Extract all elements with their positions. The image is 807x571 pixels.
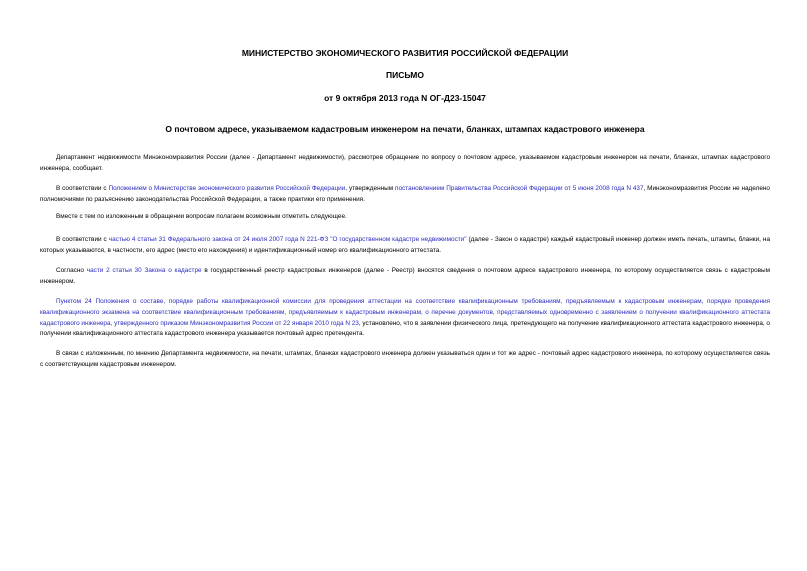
paragraph-7 bbox=[40, 349, 770, 371]
paragraph-text: В соответствии с bbox=[56, 236, 109, 243]
document-subject: О почтовом адресе, указываемом кадастровым инженером на печати, бланках, штампах кадастрового инженера bbox=[165, 124, 645, 134]
paragraph-text: В соответствии с bbox=[56, 185, 109, 192]
paragraph-text: , Минэкономразвития России не наделено полномочиями по разъяснению законодательства Российской Федерации, а также практики его применения. bbox=[40, 185, 770, 203]
organization-title: МИНИСТЕРСТВО ЭКОНОМИЧЕСКОГО РАЗВИТИЯ РОССИЙСКОЙ ФЕДЕРАЦИИ bbox=[241, 48, 569, 58]
link-government-decree[interactable]: постановлением Правительства Российской Федерации от 5 июня 2008 года N 437 bbox=[395, 185, 644, 192]
paragraph-3 bbox=[40, 212, 770, 223]
paragraph-2 bbox=[40, 184, 770, 206]
paragraph-text: В связи с изложенным, по мнению Департамента недвижимости, на печати, штампах, бланках кадастрового инженера должен указываться один и тот же адрес - почтовый адрес кадастрового инженера, по которому осуществляется связь с соответствующим кадастровым инженером. bbox=[40, 350, 770, 368]
document-date-number: от 9 октября 2013 года N ОГ-Д23-15047 bbox=[324, 93, 486, 103]
paragraph-text: , утвержденным bbox=[345, 185, 396, 192]
paragraph-text: (далее - Закон о кадастре) каждый кадастровый инженер должен иметь печать, штампы, бланки, на которых указываются, в частности, его адрес (место его нахождения) и идентификационный номер его квалификационного аттестата. bbox=[40, 236, 770, 254]
paragraph-text: в государственный реестр кадастровых инженеров (далее - Реестр) вносятся сведения о почтовом адресе кадастрового инженера, по которому осуществляется связь с кадастровым инженером. bbox=[40, 267, 771, 285]
paragraph-1 bbox=[40, 153, 770, 175]
paragraph-text: Вместе с тем по изложенным в обращении вопросам полагаем возможным отметить следующее. bbox=[56, 213, 347, 220]
paragraph-6 bbox=[40, 297, 770, 340]
link-federal-law-article[interactable]: частью 4 статьи 31 Федерального закона от 24 июля 2007 года N 221-ФЗ "О государственном кадастре недвижимости" bbox=[108, 236, 467, 243]
paragraph-5 bbox=[40, 266, 770, 288]
paragraph-text: , установлено, что в заявлении физического лица, претендующего на получение квалификационного аттестата кадастрового инженера, о получении квалификационного аттестата кадастрового инженера указывается почтовый адрес претендента. bbox=[40, 319, 770, 338]
paragraph-4 bbox=[40, 235, 770, 257]
link-ministry-regulation[interactable]: Положением о Министерстве экономического развития Российской Федерации bbox=[108, 185, 346, 192]
paragraph-text: Департамент недвижимости Минэкономразвития России (далее - Департамент недвижимости), рассмотрев обращение по вопросу о почтовом адресе, указываемом кадастровым инженером на печати, бланках, штампах кадастрового инженера, сообщает. bbox=[40, 154, 770, 172]
link-commission-regulation[interactable]: Пунктом 24 Положения о составе, порядке работы квалификационной комиссии для проведения аттестации на соответствие квалификационным требованиям, предъявляемым к кадастровым инженерам, порядке проведения квалификационного экзамена на соответствие квалификационным требованиям, предъявляемым к кадастровым инженерам, о перечне документов, представляемых одновременно с заявлением о получении квалификационного аттестата кадастрового инженера, утвержденного приказом Минэкономразвития России от 22 января 2010 года N 23 bbox=[40, 298, 770, 327]
document-kind: ПИСЬМО bbox=[386, 70, 424, 80]
link-cadastre-law-article[interactable]: части 2 статьи 30 Закона о кадастре bbox=[86, 267, 202, 274]
paragraph-text: Согласно bbox=[56, 267, 87, 274]
